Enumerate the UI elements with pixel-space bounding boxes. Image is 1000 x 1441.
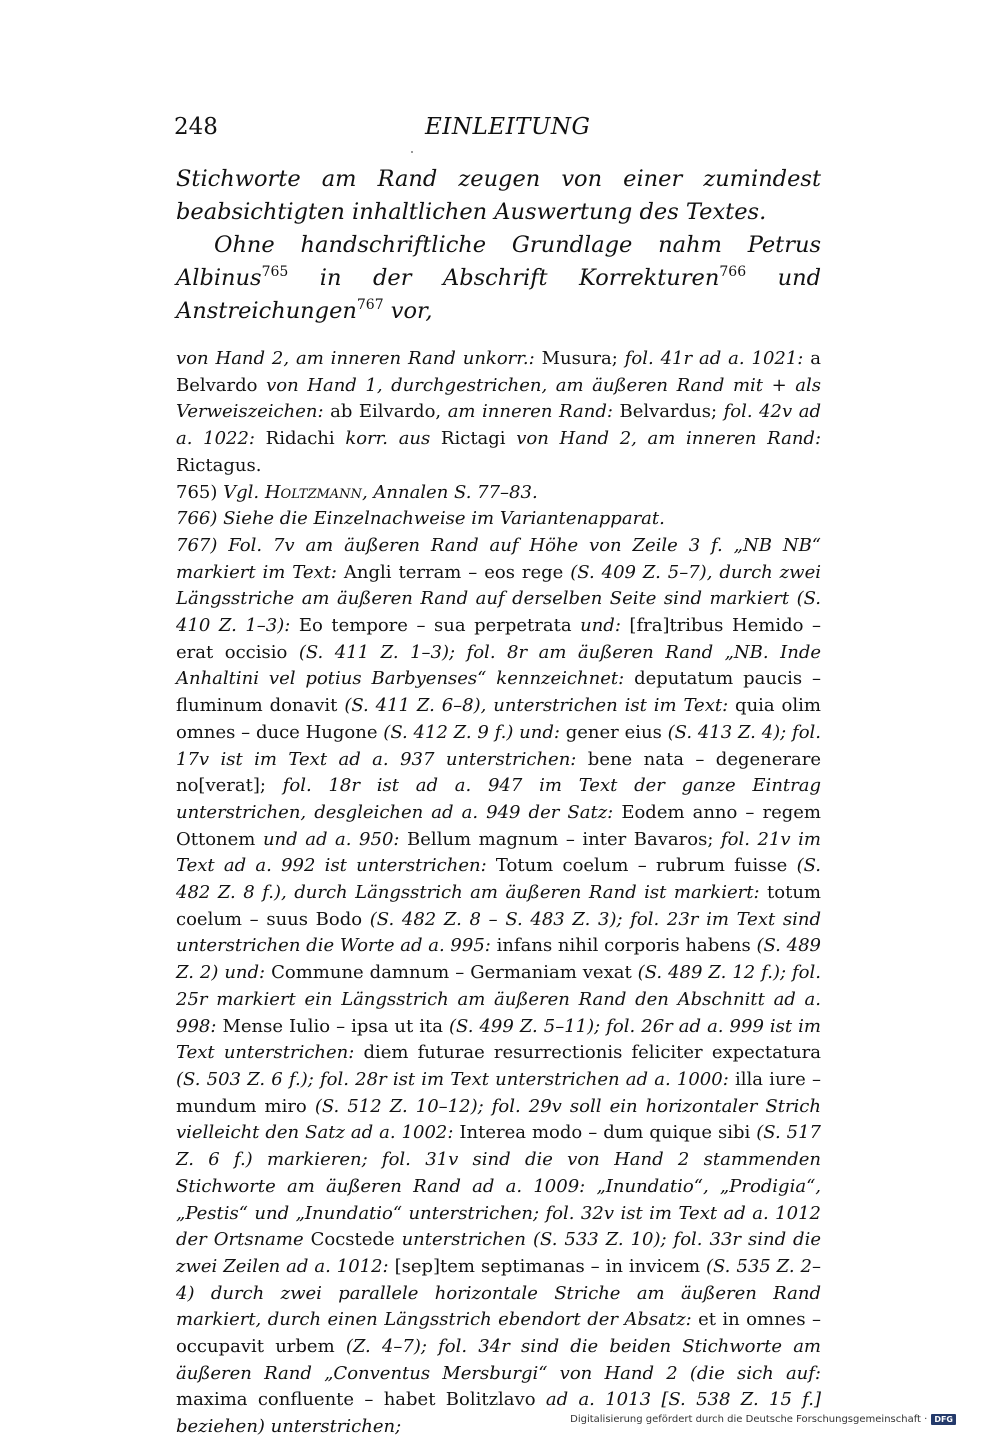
n767-segment: (S. 512 Z. 10–12); fol. 29v soll ein horizontaler Strich vielleicht den Satz ad a. 1002: bbox=[176, 1095, 821, 1144]
n767-segment: Cocstede bbox=[303, 1229, 395, 1251]
paragraph-2-part-d: vor, bbox=[383, 298, 433, 324]
footnote-765 bbox=[176, 480, 821, 507]
dfg-logo: DFG bbox=[931, 1414, 956, 1425]
footnote-continuation bbox=[176, 346, 821, 480]
footnote-765-number: 765) bbox=[176, 481, 218, 503]
n767-segment: [fra]tribus Hemido – erat occisio bbox=[176, 615, 822, 663]
n767-segment: fol. 18r ist ad a. 947 im Text der ganze Eintrag unterstrichen, desgleichen ad a. 949 der Satz: bbox=[176, 775, 821, 823]
digitization-credit bbox=[570, 1414, 956, 1425]
n767-segment: bene nata – degenerare no[verat]; bbox=[176, 748, 821, 797]
n767-segment: und ad a. 950: bbox=[255, 828, 400, 850]
n767-segment: (S. 409 Z. 5–7), durch zwei Längsstriche am äußeren Rand auf derselben Seite sind markiert (S. 410 Z. 1–3): bbox=[176, 561, 821, 637]
n767-segment: 767) Fol. 7v am äußeren Rand auf Höhe von Zeile 3 f. „NB NB“ markiert im Text: bbox=[176, 534, 821, 583]
scan-speck bbox=[411, 151, 413, 153]
n767-segment: Bellum magnum – inter Bavaros; bbox=[399, 828, 714, 850]
paragraph-2-part-b: in der Abschrift Korrekturen bbox=[288, 265, 720, 291]
paragraph-2-part-a: Ohne handschriftliche Grundlage nahm Petrus Albinus bbox=[176, 232, 821, 291]
footnote-766: 766) Siehe die Einzelnachweise im Variantenapparat. bbox=[176, 508, 665, 530]
n767-segment: (S. 489 Z. 12 f.); fol. 25r markiert ein Längsstrich am äußeren Rand den Abschnitt ad a. 998: bbox=[176, 962, 821, 1037]
n767-segment: (Z. 4–7); fol. 34r sind die beiden Stichworte am äußeren Rand „Conventus Mersburgi“ von Hand 2 (die sich auf: bbox=[176, 1336, 821, 1384]
n767-segment: Angli terram – eos rege bbox=[336, 561, 564, 583]
n_cont-segment: von Hand 2, am inneren Rand: bbox=[505, 428, 822, 450]
n767-segment: Totum coelum – rubrum fuisse bbox=[486, 855, 788, 877]
n767-segment: [sep]tem septimanas – in invicem bbox=[388, 1255, 701, 1277]
n_cont-segment: von Hand 2, am inneren Rand unkorr.: bbox=[176, 348, 535, 369]
n_cont-segment: Belvardus; bbox=[612, 401, 718, 423]
n767-segment: infans nihil corporis habens bbox=[490, 935, 751, 957]
paragraph-2-part-c: und Anstreichungen bbox=[176, 265, 821, 324]
n767-segment: quia olim omnes – duce Hugone bbox=[176, 695, 821, 743]
n767-segment: (S. 411 Z. 6–8), unterstrichen ist im Text: bbox=[337, 695, 729, 717]
n_cont-segment: ab Eilvardo, bbox=[323, 401, 442, 423]
n_cont-segment: a Belvardo bbox=[176, 348, 821, 396]
n767-segment: (S. 411 Z. 1–3); fol. 8r am äußeren Rand „NB. Inde Anhaltini vel potius Barbyenses“ kennzeichnet: bbox=[176, 641, 822, 690]
n767-segment: (S. 482 Z. 8 – S. 483 Z. 3); fol. 23r im Text sind unterstrichen die Worte ad a. 995: bbox=[176, 908, 821, 957]
running-head: EINLEITUNG bbox=[425, 114, 591, 140]
n767-segment: et in omnes – occupavit urbem bbox=[176, 1309, 821, 1358]
footnote-ref-766: 766 bbox=[719, 264, 747, 280]
footnote-765-text-b: , Annalen S. 77–83. bbox=[361, 481, 538, 503]
n767-segment: Eo tempore – sua perpetrata bbox=[290, 615, 572, 637]
footnote-ref-765: 765 bbox=[261, 264, 289, 280]
n_cont-segment: fol. 41r ad a. 1021: bbox=[617, 348, 804, 369]
n_cont-segment: korr. aus bbox=[334, 428, 431, 450]
n767-segment: (S. 482 Z. 8 f.), durch Längsstrich am äußeren Rand ist markiert: bbox=[176, 855, 822, 904]
credit-text: Digitalisierung gefördert durch die Deutsche Forschungsgemeinschaft · bbox=[570, 1414, 928, 1425]
n_cont-segment: Ridachi bbox=[255, 428, 335, 450]
n_cont-segment: am inneren Rand: bbox=[441, 401, 613, 423]
n767-segment: maxima confluente – habet Bolitzlavo bbox=[176, 1389, 536, 1411]
n767-segment: (S. 489 Z. 2) und: bbox=[176, 935, 822, 984]
n767-segment: deputatum paucis – fluminum donavit bbox=[176, 668, 821, 717]
footnotes bbox=[176, 346, 821, 1441]
n767-segment: (S. 503 Z. 6 f.); fol. 28r ist im Text unterstrichen ad a. 1000: bbox=[176, 1068, 729, 1090]
page-number: 248 bbox=[174, 114, 218, 140]
n_cont-segment: Rictagi bbox=[430, 428, 506, 450]
n767-segment: diem futurae resurrectionis feliciter expectatura bbox=[354, 1042, 822, 1064]
n767-segment: ad a. 1013 [S. 538 Z. 15 f.] beziehen) unterstrichen; bbox=[176, 1389, 821, 1438]
footnote-767 bbox=[176, 533, 821, 1441]
n767-segment: Commune damnum – Germaniam vexat bbox=[265, 962, 632, 984]
n767-segment: Interea modo – dum quique sibi bbox=[453, 1122, 751, 1144]
n767-segment: und: bbox=[571, 615, 621, 637]
paragraph-1: Stichworte am Rand zeugen von einer zumindest beabsichtigten inhaltlichen Auswertung des Textes. bbox=[176, 166, 821, 225]
n767-segment: (S. 517 Z. 6 f.) markieren; fol. 31v sind die von Hand 2 stammenden Stichworte am äußeren Rand ad a. 1009: „Inundatio“, „Prodigia“, „Pestis“ und „Inundatio“ unterstrichen; fol. 32v ist im Text ad a. 1012 der Ortsname bbox=[176, 1122, 821, 1251]
n767-segment: totum coelum – suus Bodo bbox=[176, 882, 821, 930]
n767-segment: illa iure – mundum miro bbox=[176, 1068, 821, 1117]
n_cont-segment: fol. 42v ad a. 1022: bbox=[176, 401, 821, 450]
footnote-765-author: Holtzmann bbox=[264, 481, 362, 503]
n767-segment: (S. 499 Z. 5–11); fol. 26r ad a. 999 ist im Text unterstrichen: bbox=[176, 1015, 821, 1064]
n767-segment: (S. 413 Z. 4); fol. 17v ist im Text ad a. 937 unterstrichen: bbox=[176, 721, 822, 770]
n767-segment: (S. 535 Z. 2–4) durch zwei parallele horizontale Striche am äußeren Rand markiert, durch einen Längsstrich ebendort der Absatz: bbox=[176, 1255, 821, 1331]
n767-segment: Mense Iulio – ipsa ut ita bbox=[216, 1015, 443, 1037]
n767-segment: unterstrichen (S. 533 Z. 10); fol. 33r sind die zwei Zeilen ad a. 1012: bbox=[176, 1229, 821, 1277]
main-text bbox=[176, 163, 821, 328]
footnote-765-text-a: Vgl. bbox=[217, 481, 265, 503]
n_cont-segment: Rictagus. bbox=[176, 454, 262, 476]
n767-segment: (S. 412 Z. 9 f.) und: bbox=[377, 721, 560, 743]
n767-segment: gener eius bbox=[559, 721, 662, 743]
n767-segment: fol. 21v im Text ad a. 992 ist unterstrichen: bbox=[176, 828, 821, 877]
n_cont-segment: Musura; bbox=[534, 348, 618, 369]
footnote-ref-767: 767 bbox=[356, 297, 384, 313]
paragraph-2 bbox=[176, 229, 821, 328]
n767-segment: Eodem anno – regem Ottonem bbox=[176, 801, 821, 850]
n_cont-segment: von Hand 1, durchgestrichen, am äußeren Rand mit + als Verweiszeichen: bbox=[176, 374, 821, 423]
